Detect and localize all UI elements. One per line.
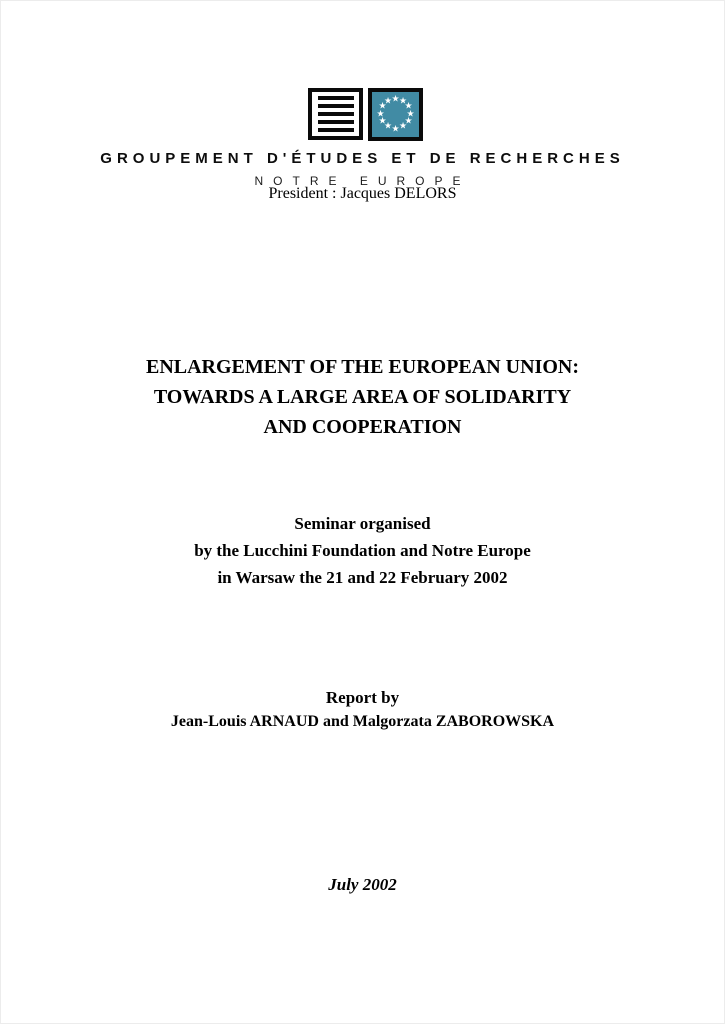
president-line: President : Jacques DELORS (268, 185, 457, 202)
notre-europe-logo (1, 88, 724, 141)
eu-star-icon: ★ (404, 116, 413, 127)
document-icon-line (318, 112, 354, 116)
report-authors: Jean-Louis ARNAUD and Malgorzata ZABOROWSKA (170, 713, 555, 730)
eu-flag-stars (372, 92, 419, 137)
document-icon-lines (312, 92, 359, 136)
seminar-line-1: Seminar organised (294, 514, 431, 533)
report-by-label: Report by (325, 688, 400, 707)
eu-star-icon: ★ (378, 116, 387, 127)
eu-star-icon: ★ (383, 96, 393, 106)
eu-flag-icon (368, 88, 423, 141)
seminar-line-3: in Warsaw the 21 and 22 February 2002 (217, 568, 508, 587)
eu-star-icon: ★ (391, 124, 400, 134)
title-line-2: TOWARDS A LARGE AREA OF SOLIDARITY (153, 386, 572, 408)
seminar-details (1, 510, 724, 591)
publication-date: July 2002 (328, 875, 397, 894)
eu-star-icon: ★ (391, 94, 400, 104)
eu-star-icon: ★ (383, 121, 393, 132)
eu-star-icon: ★ (406, 109, 415, 119)
title-line-3: AND COOPERATION (263, 416, 462, 438)
eu-star-icon: ★ (398, 121, 408, 132)
document-icon-line (318, 120, 354, 124)
title-line-1: ENLARGEMENT OF THE EUROPEAN UNION: (145, 356, 579, 378)
document-icon-line (318, 96, 354, 100)
suborganization-name: NOTRE EUROPE (254, 174, 471, 188)
eu-star-icon: ★ (378, 101, 387, 112)
document-icon (308, 88, 363, 140)
organization-name: GROUPEMENT D'ÉTUDES ET DE RECHERCHES (100, 150, 625, 167)
seminar-line-2: by the Lucchini Foundation and Notre Europe (194, 541, 531, 560)
report-byline (1, 686, 724, 734)
report-title (1, 352, 724, 442)
eu-star-icon: ★ (398, 96, 408, 106)
document-icon-line (318, 128, 354, 132)
eu-star-icon: ★ (404, 101, 413, 112)
document-icon-line (318, 104, 354, 108)
eu-star-icon: ★ (376, 109, 385, 119)
